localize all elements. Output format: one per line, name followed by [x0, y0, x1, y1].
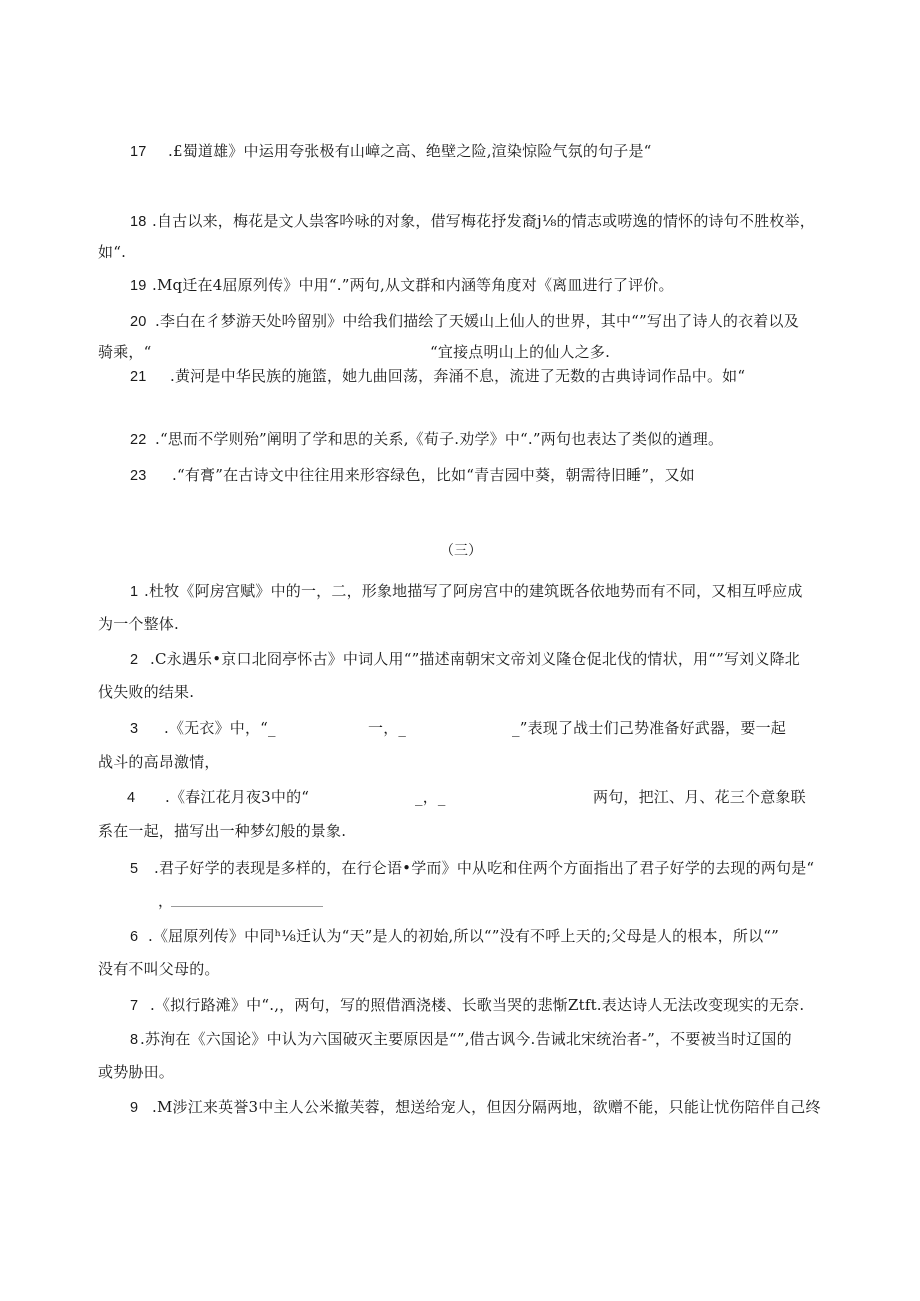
question-3-line-1: [130, 718, 276, 739]
question-text: .Mq迁在4屈原列传》中用“.”两句,从文群和内涵等角度对《离皿进行了评价。: [152, 276, 674, 294]
question-20-line-2: [98, 342, 151, 362]
question-text: “宜接点明山上的仙人之多.: [430, 343, 611, 361]
question-21-line-1: [130, 366, 745, 387]
question-text: .君子好学的表现是多样的，在行仑语•学而》中从吃和住两个方面指出了君子好学的去现的两句是“: [154, 859, 815, 877]
question-5-line-1: [130, 858, 814, 879]
question-number: 9: [130, 1100, 139, 1116]
question-number: 8: [130, 1032, 139, 1048]
question-number: 3: [130, 721, 139, 737]
question-22-line-1: [130, 429, 723, 450]
question-18-line-2: [98, 242, 126, 262]
question-7-line-1: [130, 995, 804, 1016]
question-text: .黄河是中华民族的施篮，她九曲回荡，奔涌不息，流进了无数的古典诗词作品中。如“: [170, 367, 746, 385]
question-number: 18: [130, 214, 147, 230]
question-number: 20: [130, 314, 147, 330]
section-title: （三）: [440, 543, 482, 559]
question-text: .《春江花月夜3中的“: [165, 788, 310, 806]
question-8-line-2: [98, 1062, 174, 1082]
question-text: .《拟行路滩》中“.,，两句，写的照借酒浇楼、长歌当哭的悲惭Ztft.表达诗人无法改变现实的无奈.: [150, 996, 805, 1014]
question-number: 4: [127, 790, 136, 806]
question-text: .“思而不学则殆”阐明了学和思的关系,《荀子.劝学》中“.”两句也表达了类似的遒理。: [155, 430, 724, 448]
question-text: .£蜀道雄》中运用夸张极有山嶂之高、绝壁之险,渲染惊险气氛的句子是“: [168, 142, 652, 160]
question-text: 系在一起，描写出一种梦幻般的景象.: [98, 822, 347, 840]
question-1-line-2: [98, 614, 179, 634]
question-text: 两句，把江、月、花三个意象联: [593, 788, 806, 806]
question-6-line-1: [130, 926, 779, 947]
question-text: _，_: [415, 788, 446, 806]
question-number: 17: [130, 144, 147, 160]
question-text: .杜牧《阿房宫赋》中的一，二，形象地描写了阿房宫中的建筑既各依地势而有不同，又相互呼应成: [144, 582, 803, 600]
question-23-line-1: [130, 465, 695, 486]
question-number: 2: [130, 652, 139, 668]
question-text: 没有不叫父母的。: [98, 960, 220, 978]
question-2-line-2: [98, 682, 194, 702]
question-text: 或势胁田。: [98, 1063, 175, 1081]
answer-blank-line: [171, 906, 323, 907]
question-text: .李白在彳梦游天处吟留别》中给我们描绘了天媛山上仙人的世界，其中“”写出了诗人的衣着以及: [155, 312, 799, 330]
question-text: .《无衣》中，“_: [164, 719, 276, 737]
question-text: 战斗的高昂激情，: [98, 753, 220, 771]
question-text: .《屈原列传》中同ʰ⅛迁认为“天”是人的初始,所以“”没有不呼上天的;父母是人的根本，所以“”: [148, 927, 780, 945]
question-number: 1: [130, 584, 139, 600]
question-4-line-2: [98, 821, 346, 841]
question-text: 骑乘，“: [98, 343, 152, 361]
question-text: .“有膏”在古诗文中往往用来形容绿色，比如“青吉园中葵，朝需待旧睡”，又如: [172, 466, 695, 484]
question-5-line-2: [158, 891, 173, 911]
question-1-line-1: [130, 581, 803, 602]
question-3-line-1-tail: [512, 718, 786, 738]
question-4-blanks: [415, 787, 446, 807]
question-number: 19: [130, 278, 147, 294]
question-text: .M涉江来英誉3中主人公米撤芙蓉，想送给宠人，但因分隔两地，欲赠不能，只能让忧伤陪伴自己终: [152, 1098, 821, 1116]
question-8-line-1: [130, 1029, 792, 1050]
question-text: 一，_: [368, 719, 407, 737]
question-19-line-1: [130, 275, 674, 296]
question-3-line-2: [98, 752, 220, 772]
question-text: 为一个整体.: [98, 615, 179, 633]
question-number: 22: [130, 432, 147, 448]
question-20-line-2b: [430, 342, 610, 362]
question-6-line-2: [98, 959, 220, 979]
question-text: .苏洵在《六国论》中认为六国破灭主要原因是“”,借古讽今.告诫北宋统治者-”，不要被当时辽国的: [140, 1030, 792, 1048]
question-9-line-1: [130, 1097, 821, 1118]
question-text: .C永遇乐•京口北冏亭怀古》中词人用“”描述南朝宋文帝刘义隆仓促北伐的情状，用“”写刘义降北: [150, 650, 800, 668]
question-4-line-1-tail: [593, 787, 806, 807]
question-18-line-1: [130, 211, 815, 232]
question-number: 21: [130, 369, 147, 385]
question-3-blank-2: [368, 718, 406, 738]
question-number: 6: [130, 929, 139, 945]
question-number: 7: [130, 998, 139, 1014]
question-17-line-1: [130, 141, 652, 162]
question-text: .自古以来，梅花是文人祟客吟咏的对象，借写梅花抒发裔j⅛的情志或唠逸的情怀的诗句不胜枚举，: [152, 212, 815, 230]
question-2-line-1: [130, 649, 800, 670]
question-text: 伐失败的结果.: [98, 683, 195, 701]
question-text: ，: [158, 892, 174, 910]
question-20-line-1: [130, 311, 799, 332]
question-4-line-1: [127, 787, 309, 808]
question-text: _”表现了战士们己势准备好武器，要一起: [512, 719, 786, 737]
question-text: 如“.: [98, 243, 127, 261]
question-number: 23: [130, 468, 147, 484]
question-number: 5: [130, 861, 139, 877]
